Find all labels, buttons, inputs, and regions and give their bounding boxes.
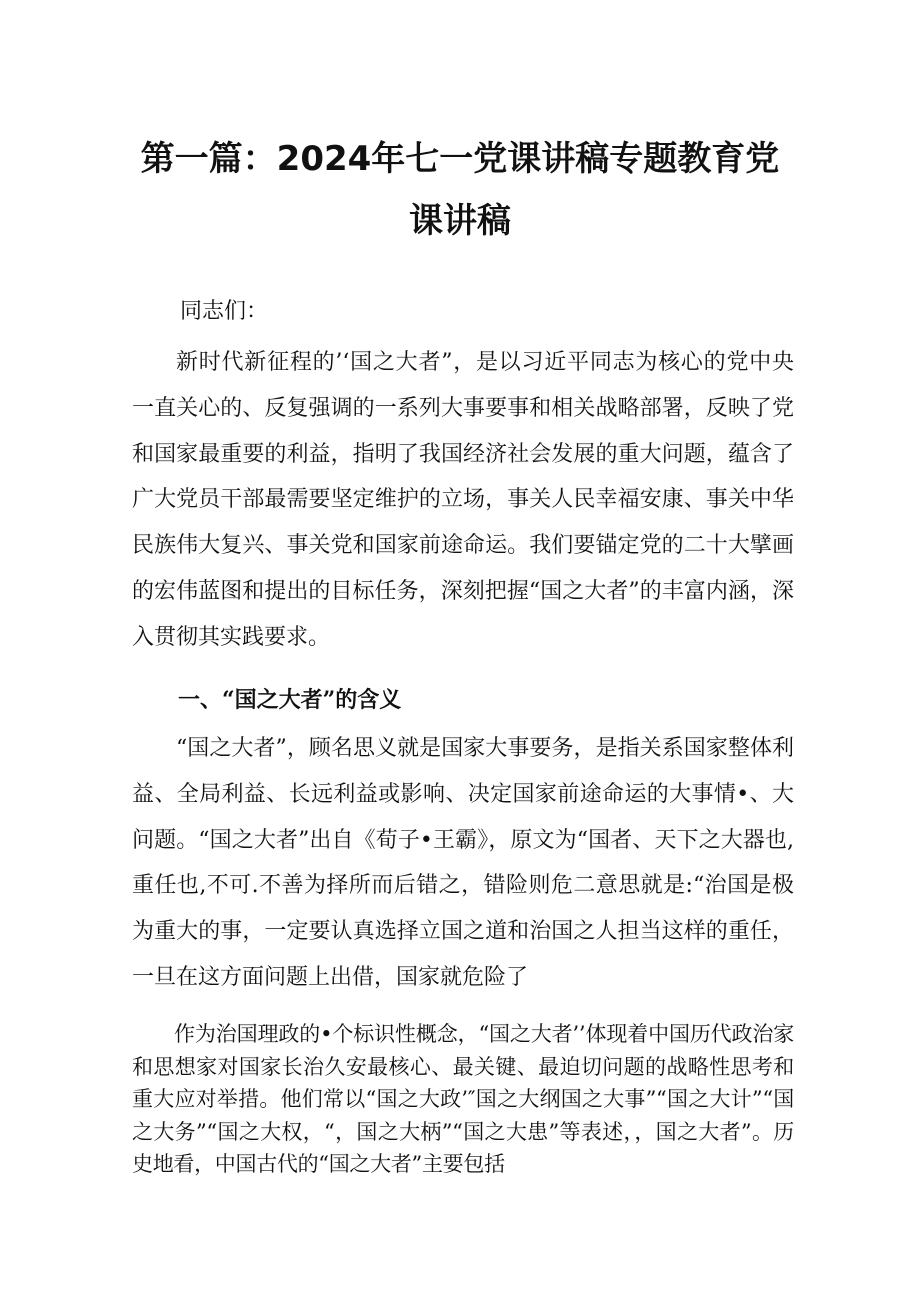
paragraph-intro: 新时代新征程的’‘国之大者”，是以习近平同志为核心的党中央一直关心的、反复强调的一系列大事要事和相关战略部署，反映了党和国家最重要的利益，指明了我国经济社会发展的重大问题，蕴含了广大党员干部最需要坚定维护的立场，事关人民幸福安康、事关中华民族伟大复兴、事关党和国家前途命运。我们要锚定党的二十大擘画的宏伟蓝图和提出的目标任务，深刻把握“国之大者”的丰富内涵，深入贯彻其实践要求。 [132,350,794,650]
paragraph-meaning: “国之大者”，顾名思义就是国家大事要务，是指关系国家整体利益、全局利益、长远利益或影响、决定国家前途命运的大事情•、大问题。“国之大者”出自《荀子•王霸》，原文为“国者、天下之大器也,重任也,不可.不善为择所而后错之，错险则危二意思就是:“治国是极为重大的事，一定要认真选择立国之道和治国之人担当这样的重任，一旦在这方面问题上出借，国家就危险了 [132,736,794,990]
document-title [140,128,780,252]
title-line-2: 课讲稿 [409,201,511,241]
title-line-1: 第一篇：2024年七一党课讲稿专题教育党 [140,139,780,179]
section-heading-1: 一、“国之大者”的含义 [178,687,402,713]
paragraph-concept: 作为治国理政的•个标识性概念，“国之大者’’体现着中国历代政治家和思想家对国家长治久安最核心、最关键、最迫切问题的战略性思考和重大应对举措。他们常以“国之大政’″国之大纲国之大事”“国之大计”“国之大务”“国之大权，“，国之大柄”“国之大患”等表述，，国之大者”。历史地看，中国古代的“国之大者”主要包括 [132,1022,794,1176]
salutation: 同志们： [180,299,269,324]
